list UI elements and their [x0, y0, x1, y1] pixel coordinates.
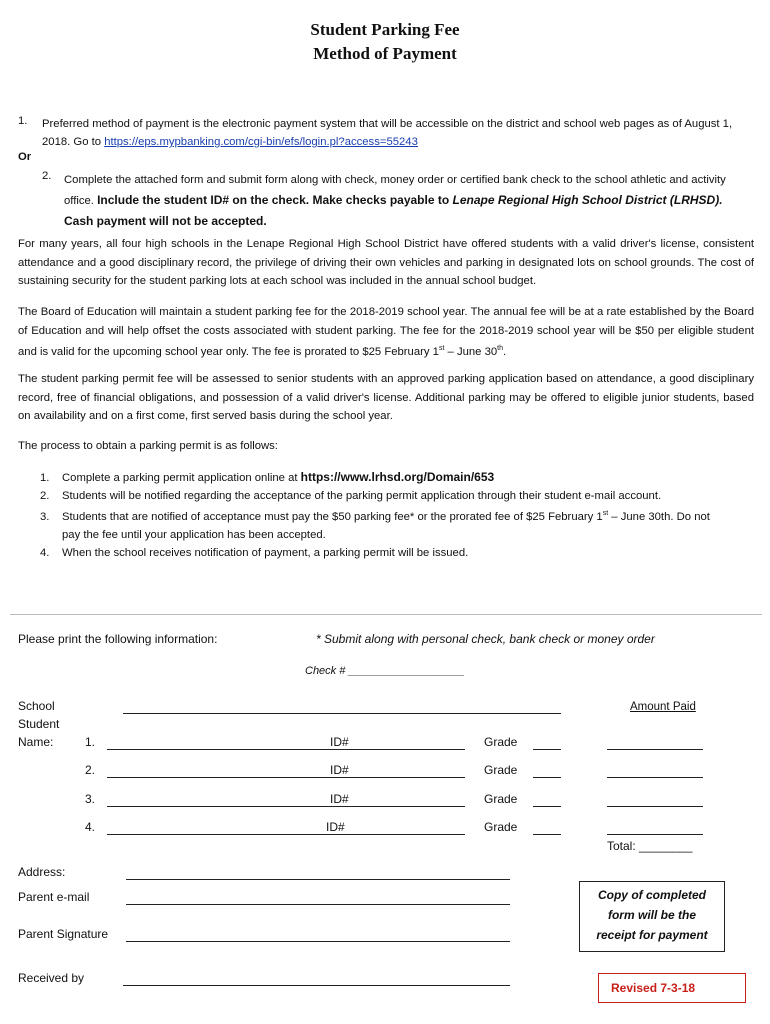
grade-3-input[interactable] — [533, 806, 561, 807]
school-input[interactable] — [123, 713, 561, 714]
parent-signature-label: Parent Signature — [18, 927, 109, 941]
fee-sup-th: th — [497, 345, 504, 352]
step-1-text: Complete a parking permit application online at — [62, 472, 301, 484]
step-1-number: 1. — [40, 472, 50, 484]
row-4-number: 4. — [85, 820, 96, 834]
receipt-note-line1: Copy of completed — [597, 888, 706, 902]
amount-2-input[interactable] — [607, 777, 703, 778]
parent-signature-input[interactable] — [126, 941, 510, 942]
option-2-payee: Lenape Regional High School District (LRHSD). — [452, 193, 723, 207]
row-3-number: 3. — [85, 792, 96, 806]
revised-date-box: Revised 7-3-18 — [598, 973, 746, 1003]
student-label: Student — [18, 717, 60, 731]
option-2-cash-note: Cash payment will not be accepted. — [64, 214, 267, 228]
row-4-id: ID# — [326, 820, 345, 834]
option-1-number: 1. — [18, 115, 28, 127]
submit-note: * Submit along with personal check, bank check or money order — [316, 632, 655, 646]
row-4-grade: Grade — [484, 820, 518, 834]
step-2-text: Students will be notified regarding the acceptance of the parking permit application through their student e-mail account. — [62, 490, 662, 502]
amount-paid-label: Amount Paid — [630, 701, 696, 713]
fee-sup-st: st — [438, 345, 445, 352]
option-2-line1: Complete the attached form and submit form along with check, money order or certified bank check to the school athletic and activity — [64, 174, 726, 186]
paragraph-process: The process to obtain a parking permit is as follows: — [18, 440, 278, 452]
receipt-note-line3: receipt for payment — [596, 928, 708, 942]
step-3-text-a: Students that are notified of acceptance must pay the $50 parking fee* or the prorated fee of $25 February 1 — [62, 510, 603, 523]
grade-4-input[interactable] — [533, 834, 561, 835]
step-4 — [40, 544, 760, 562]
paragraph-eligibility: The student parking permit fee will be assessed to senior students with an approved parking application based on attendance, a good disciplinary record, free of financial obligations, and possession of a valid driver's license. Additional parking may be offered to eligible junior students, based on availability and on a first come, first served basis during the school year. — [18, 373, 754, 422]
paragraph-fee — [18, 303, 754, 361]
grade-2-input[interactable] — [533, 777, 561, 778]
receipt-note-box — [579, 881, 725, 952]
option-1-line2: 2018. Go to — [42, 136, 105, 148]
row-2-number: 2. — [85, 763, 96, 777]
fee-end: . — [503, 345, 507, 358]
option-2-text — [64, 170, 759, 232]
application-link[interactable]: https://www.lrhsd.org/Domain/653 — [300, 470, 495, 484]
parent-email-label: Parent e-mail — [18, 890, 90, 904]
received-by-input[interactable] — [123, 985, 510, 986]
step-1 — [40, 468, 760, 487]
receipt-note-line2: form will be the — [607, 908, 696, 922]
step-3-text-b: – June 30th. Do not — [608, 510, 710, 523]
amount-1-input[interactable] — [607, 749, 703, 750]
section-divider — [10, 614, 762, 615]
fee-mid: – June 30 — [444, 345, 498, 358]
step-2-number: 2. — [40, 490, 50, 502]
student-4-name-input[interactable] — [107, 834, 465, 835]
amount-3-input[interactable] — [607, 806, 703, 807]
step-3-number: 3. — [40, 510, 50, 523]
or-label: Or — [18, 151, 32, 163]
student-3-name-input[interactable] — [107, 806, 465, 807]
row-3-id: ID# — [330, 792, 349, 806]
page-title: Student Parking Fee — [310, 20, 460, 39]
row-2-grade: Grade — [484, 763, 518, 777]
student-1-name-input[interactable] — [107, 749, 465, 750]
steps-list — [40, 468, 760, 562]
print-info-label: Please print the following information: — [18, 632, 218, 646]
student-2-name-input[interactable] — [107, 777, 465, 778]
check-number-field[interactable]: Check # ___________________ — [305, 665, 465, 677]
step-3 — [40, 505, 760, 526]
page-subtitle: Method of Payment — [313, 44, 457, 63]
received-by-label: Received by — [18, 971, 85, 985]
amount-4-input[interactable] — [607, 834, 703, 835]
total-field[interactable]: Total: ________ — [607, 839, 693, 853]
grade-1-input[interactable] — [533, 749, 561, 750]
row-1-grade: Grade — [484, 735, 518, 749]
row-3-grade: Grade — [484, 792, 518, 806]
step-4-text: When the school receives notification of payment, a parking permit will be issued. — [62, 546, 469, 559]
option-2-bold: Include the student ID# on the check. Make checks payable to — [97, 193, 453, 207]
step-2 — [40, 487, 760, 505]
name-label: Name: — [18, 735, 54, 749]
paragraph-history: For many years, all four high schools in the Lenape Regional High School District have offered students with a valid driver's license, consistent attendance and a good disciplinary record, the privilege of driving their own vehicles and parking in designated lots on school grounds. The cost of sustaining security for the student parking lots at each school was included in the annual school budget. — [18, 238, 754, 287]
address-input[interactable] — [126, 879, 510, 880]
payment-portal-link[interactable]: https://eps.mypbanking.com/cgi-bin/efs/login.pl?access=55243 — [104, 136, 418, 148]
step-3-sup: st — [602, 510, 609, 517]
row-1-number: 1. — [85, 735, 96, 749]
row-1-id: ID# — [330, 735, 349, 749]
parent-email-input[interactable] — [126, 904, 510, 905]
option-1-text — [42, 115, 757, 151]
step-3-line2: pay the fee until your application has been accepted. — [62, 528, 326, 541]
option-2-number: 2. — [42, 170, 52, 182]
option-1-line1: Preferred method of payment is the electronic payment system that will be accessible on the district and school web pages as of August 1, — [42, 118, 733, 130]
option-2-line2: office. — [64, 195, 98, 207]
school-label: School — [18, 699, 55, 713]
address-label: Address: — [18, 865, 66, 879]
step-4-number: 4. — [40, 546, 50, 559]
fee-text: The Board of Education will maintain a student parking fee for the 2018-2019 school year. The annual fee will be at a rate established by the Board of Education and will help offset the costs associated with student parking. The fee for the 2018-2019 school year will be $50 per eligible student and is valid for the upcoming school year only. The fee is prorated to $25 February 1 — [18, 306, 754, 358]
row-2-id: ID# — [330, 763, 349, 777]
